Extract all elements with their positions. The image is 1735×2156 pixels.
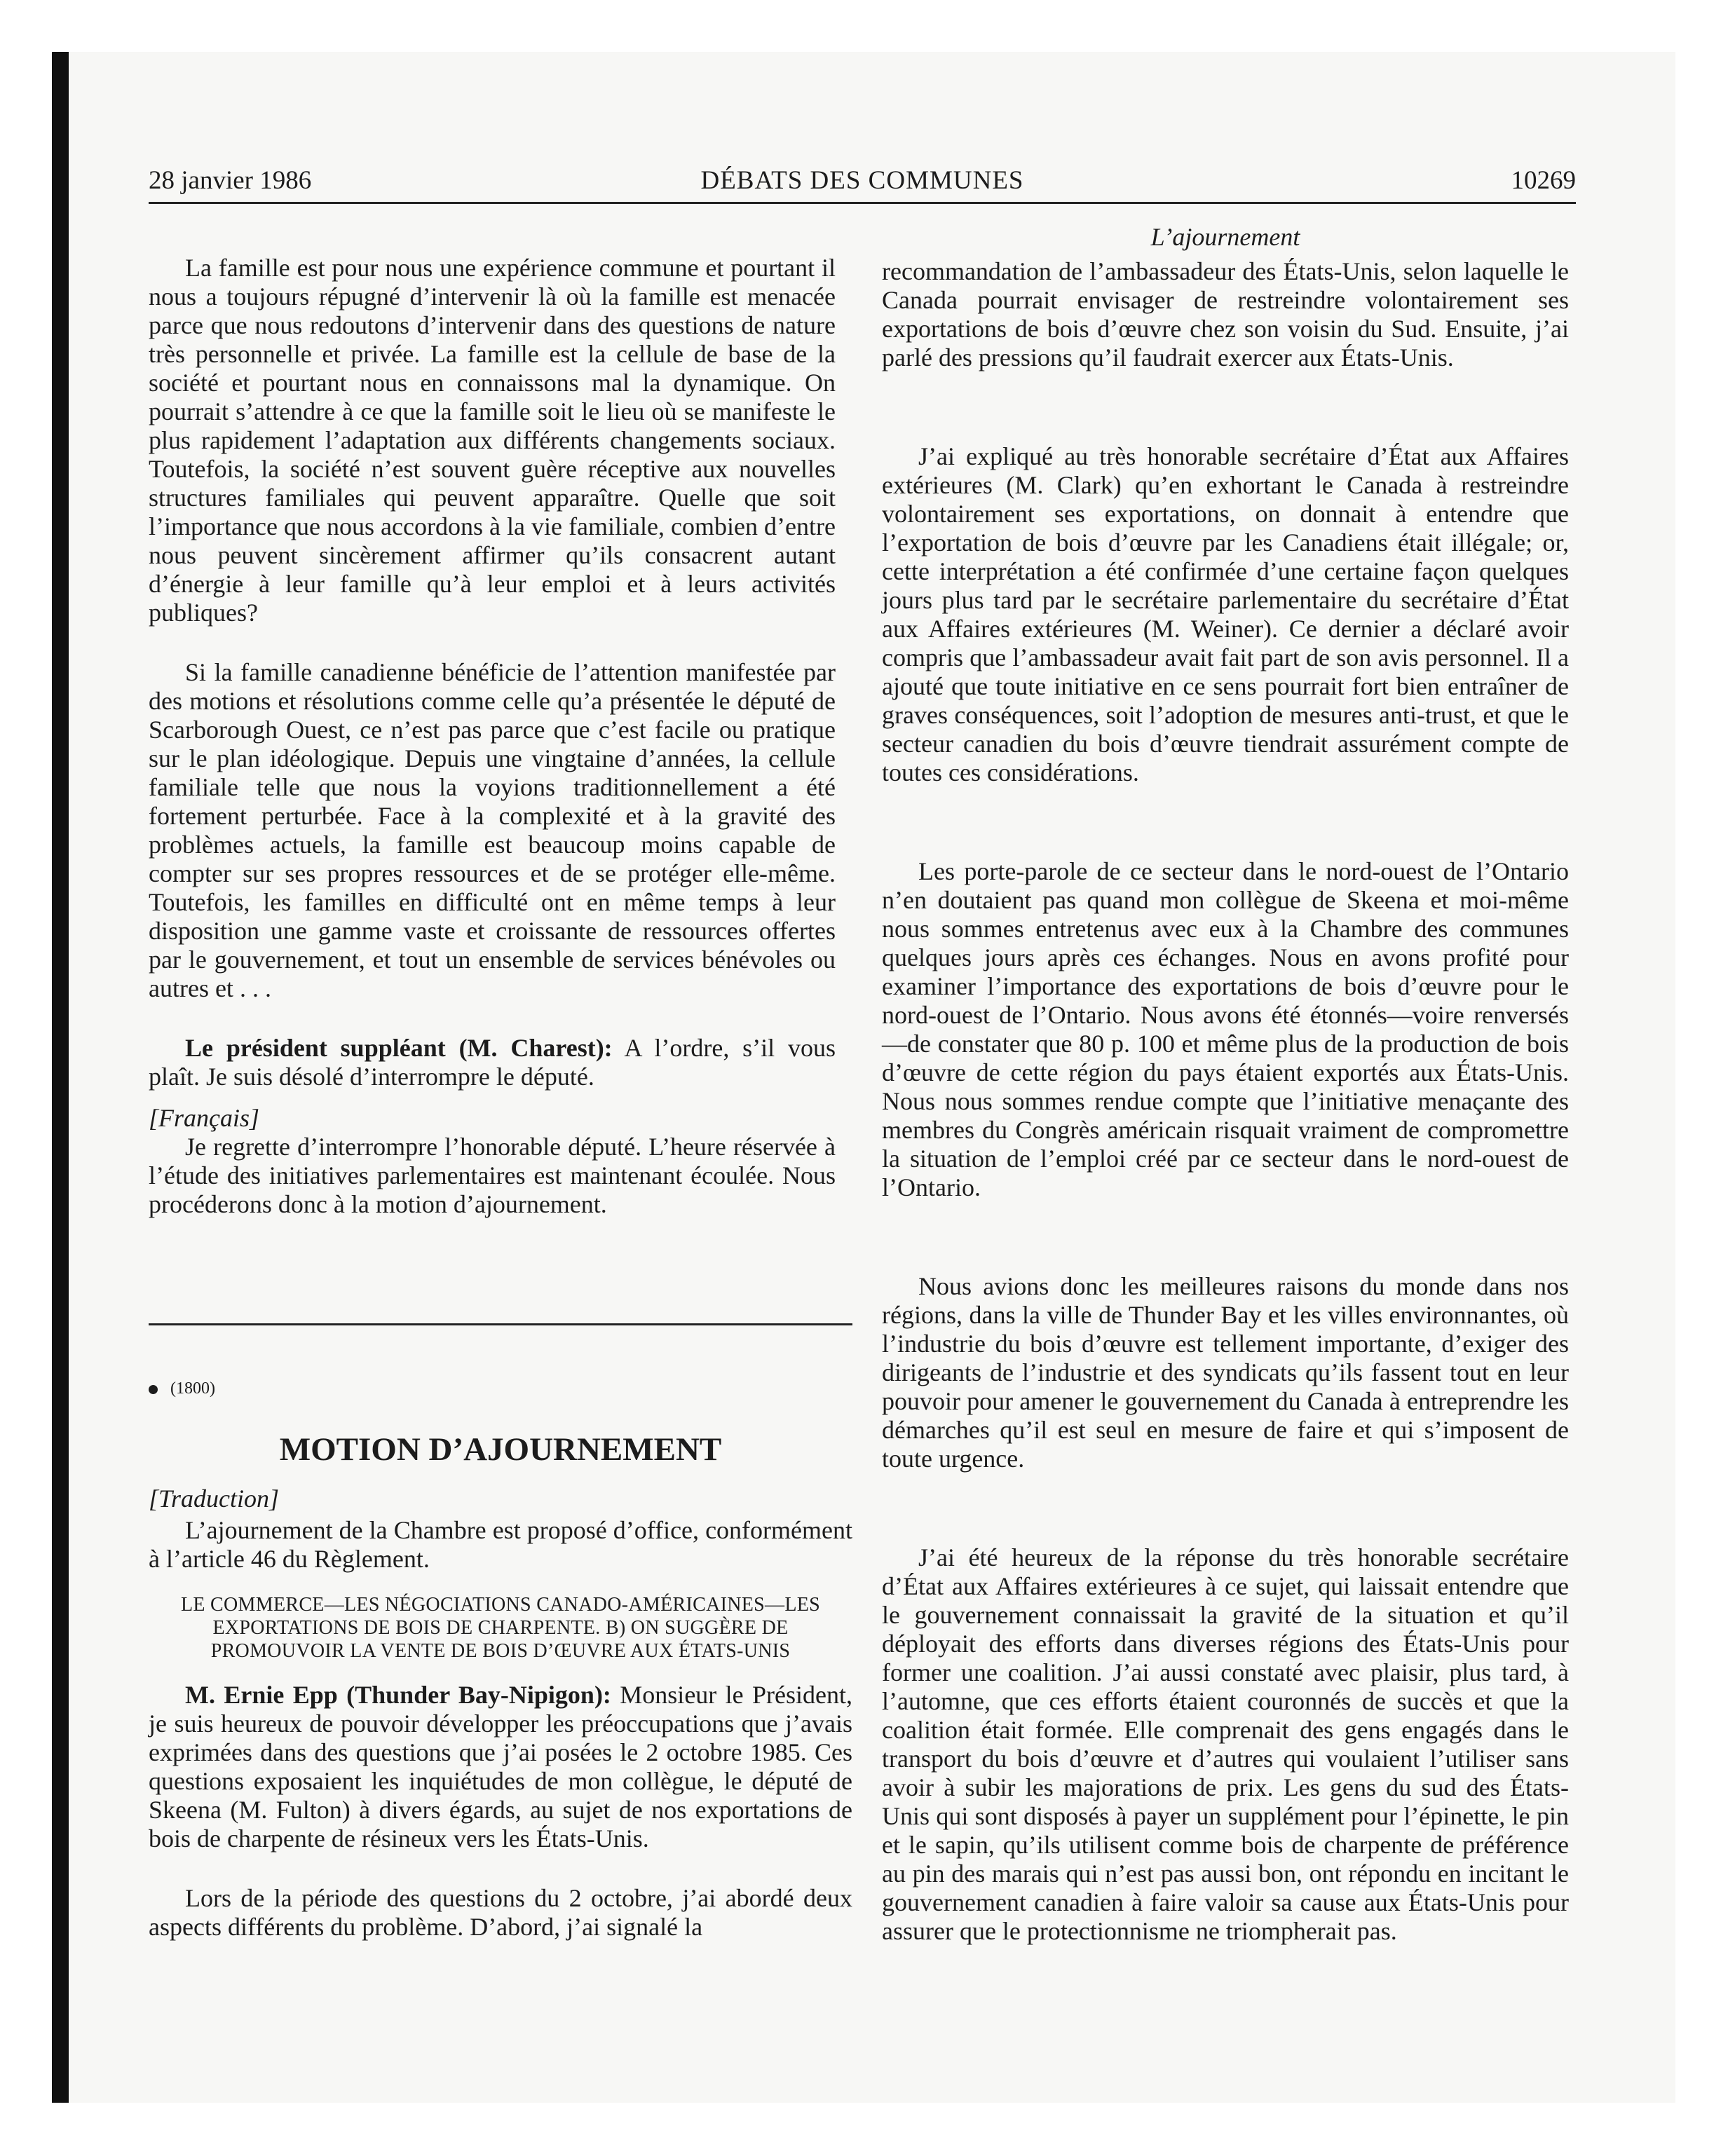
translation-note: [Traduction] bbox=[149, 1485, 280, 1513]
running-head: L’ajournement bbox=[1150, 223, 1300, 251]
paragraph bbox=[149, 1681, 852, 1853]
speaker-text: A l’ordre, s’il vous plaît. Je suis désolé d’interrompre le député. bbox=[149, 1034, 836, 1091]
language-note: [Français] bbox=[149, 1104, 260, 1132]
header-title: DÉBATS DES COMMUNES bbox=[700, 166, 1024, 195]
header-date: 28 janvier 1986 bbox=[149, 166, 312, 195]
page-number: 10269 bbox=[1511, 166, 1576, 195]
left-column bbox=[149, 223, 836, 1219]
paragraph: L’ajournement de la Chambre est proposé d’office, conformément à l’article 46 du Règlement. bbox=[149, 1516, 852, 1573]
paragraph: recommandation de l’ambassadeur des États-Unis, selon laquelle le Canada pourrait envisager de restreindre volontairement ses exportations de bois d’œuvre chez son voisin du Sud. Ensuite, j’ai parlé des pressions qu’il faudrait exercer aux États-Unis. bbox=[882, 257, 1569, 371]
paragraph: Je regrette d’interrompre l’honorable député. L’heure réservée à l’étude des initiatives parlementaires est maintenant écoulée. Nous procéderons donc à la motion d’ajournement. bbox=[149, 1133, 836, 1218]
paragraph: Nous avions donc les meilleures raisons du monde dans nos régions, dans la ville de Thunder Bay et les villes environnantes, où l’industrie du bois d’œuvre est tellement importante, d’exiger des dirigeants de l’industrie et des syndicats qu’ils fassent tout en leur pouvoir pour amener le gouvernement du Canada à entreprendre les démarches qu’il est seul en mesure de faire et qui s’imposent de toute urgence. bbox=[882, 1272, 1569, 1473]
paragraph: Les porte-parole de ce secteur dans le nord-ouest de l’Ontario n’en doutaient pas quand mon collègue de Skeena et moi-même nous sommes entretenus avec eux à la Chambre des communes quelques jours après ces échanges. Nous en avons profité pour examiner l’importance des exportations de bois d’œuvre pour le nord-ouest de l’Ontario. Nous avons été étonnés—voire renversés—de constater que 80 p. 100 et même plus de la production de bois d’œuvre de cette région du pays étaient exportés aux États-Unis. Nous nous sommes rendue compte que l’initiative menaçante des membres du Congrès américain risquait vraiment de compromettre la situation de l’emploi créé par ce secteur dans le nord-ouest de l’Ontario. bbox=[882, 857, 1569, 1201]
paragraph: Lors de la période des questions du 2 octobre, j’ai abordé deux aspects différents du problème. D’abord, j’ai signalé la bbox=[149, 1884, 852, 1941]
timecode-text: (1800) bbox=[170, 1379, 215, 1398]
motion-section bbox=[149, 1428, 852, 1942]
binding-edge bbox=[52, 52, 69, 2103]
speaker-text: Monsieur le Président, je suis heureux de pouvoir développer les préoccupations que j’avais exprimées dans des questions que j’ai posées le 2 octobre 1985. Ces questions exposaient les inquiétudes de mon collègue, le député de Skeena (M. Fulton) à divers égards, au sujet de nos exportations de bois de charpente de résineux vers les États-Unis. bbox=[149, 1681, 852, 1853]
paragraph: Si la famille canadienne bénéficie de l’attention manifestée par des motions et résolutions comme celle qu’a présentée le député de Scarborough Ouest, ce n’est pas parce que c’est facile ou pratique sur le plan idéologique. Depuis une vingtaine d’années, la cellule familiale telle que nous la voyions traditionnellement a été fortement perturbée. Face à la complexité et à la gravité des problèmes actuels, la famille est beaucoup moins capable de compter sur ses propres ressources et de se protéger elle-même. Toutefois, les familles en difficulté ont en même temps à leur disposition une gamme vaste et croissante de ressources offertes par le gouvernement, et tout un ensemble de services bénévoles ou autres et . . . bbox=[149, 658, 836, 1002]
debate-subject: LE COMMERCE—LES NÉGOCIATIONS CANADO-AMÉRICAINES—LES EXPORTATIONS DE BOIS DE CHARPENTE. B) ON SUGGÈRE DE PROMOUVOIR LA VENTE DE BOIS D’ŒUVRE AUX ÉTATS-UNIS bbox=[180, 1594, 821, 1662]
timecode bbox=[149, 1378, 215, 1399]
speaker-name: Le président suppléant (M. Charest): bbox=[185, 1034, 613, 1062]
paragraph: J’ai été heureux de la réponse du très honorable secrétaire d’État aux Affaires extérieures à ce sujet, qui laissait entendre que le gouvernement connaissait la gravité de la situation et qu’il déployait des efforts dans diverses régions des États-Unis pour former une coalition. J’ai aussi constaté avec plaisir, plus tard, à l’automne, que ces efforts étaient couronnés de succès et que la coalition était formée. Elle comprenait des gens engagés dans le transport du bois d’œuvre et d’autres qui voulaient l’utiliser sans avoir à subir les majorations de prix. Les gens du sud des États-Unis qui sont disposés à payer un supplément pour l’épinette, le pin et le sapin, qu’ils utilisent comme bois de charpente de préférence au pin des marais qui n’est pas aussi bon, ont répondu en incitant le gouvernement canadien à faire valoir sa cause aux États-Unis pour assurer que le protectionnisme ne triompherait pas. bbox=[882, 1543, 1569, 1945]
right-column bbox=[882, 223, 1569, 1946]
page-header bbox=[149, 163, 1576, 204]
paragraph: J’ai expliqué au très honorable secrétaire d’État aux Affaires extérieures (M. Clark) qu’en exhortant le Canada à restreindre volontairement ses exportations, on donnait à entendre que l’exportation de bois d’œuvre par les Canadiens était illégale; or, cette interprétation a été confirmée d’une certaine façon quelques jours plus tard par le secrétaire parlementaire du secrétaire d’État aux Affaires extérieures (M. Weiner). Ce dernier a déclaré avoir compris que l’ambassadeur avait fait part de son avis personnel. Il a ajouté que toute initiative en ce sens pourrait fort bien entraîner de graves conséquences, soit l’adoption de mesures anti-trust, et que le secteur canadien du bois d’œuvre tiendrait assurément compte de toutes ces considérations. bbox=[882, 442, 1569, 786]
paragraph bbox=[149, 1034, 836, 1091]
bullet-icon bbox=[149, 1385, 158, 1394]
section-title: MOTION D’AJOURNEMENT bbox=[279, 1431, 722, 1468]
speaker-name: M. Ernie Epp (Thunder Bay-Nipigon): bbox=[185, 1681, 611, 1709]
paragraph: La famille est pour nous une expérience commune et pourtant il nous a toujours répugné d’intervenir là où la famille est menacée parce que nous redoutons d’intervenir dans des questions de nature très personnelle et privée. La famille est la cellule de base de la société et pourtant nous en connaissons mal la dynamique. On pourrait s’attendre à ce que la famille soit le lieu où se manifeste le plus rapidement l’adaptation aux différents changements sociaux. Toutefois, la société n’est souvent guère réceptive aux nouvelles structures familiales qui peuvent apparaître. Quelle que soit l’importance que nous accordons à la vie familiale, combien d’entre nous peuvent sincèrement affirmer qu’ils consacrent autant d’énergie à leur famille qu’à leur emploi et à leurs activités publiques? bbox=[149, 254, 836, 627]
section-divider bbox=[149, 1323, 852, 1325]
